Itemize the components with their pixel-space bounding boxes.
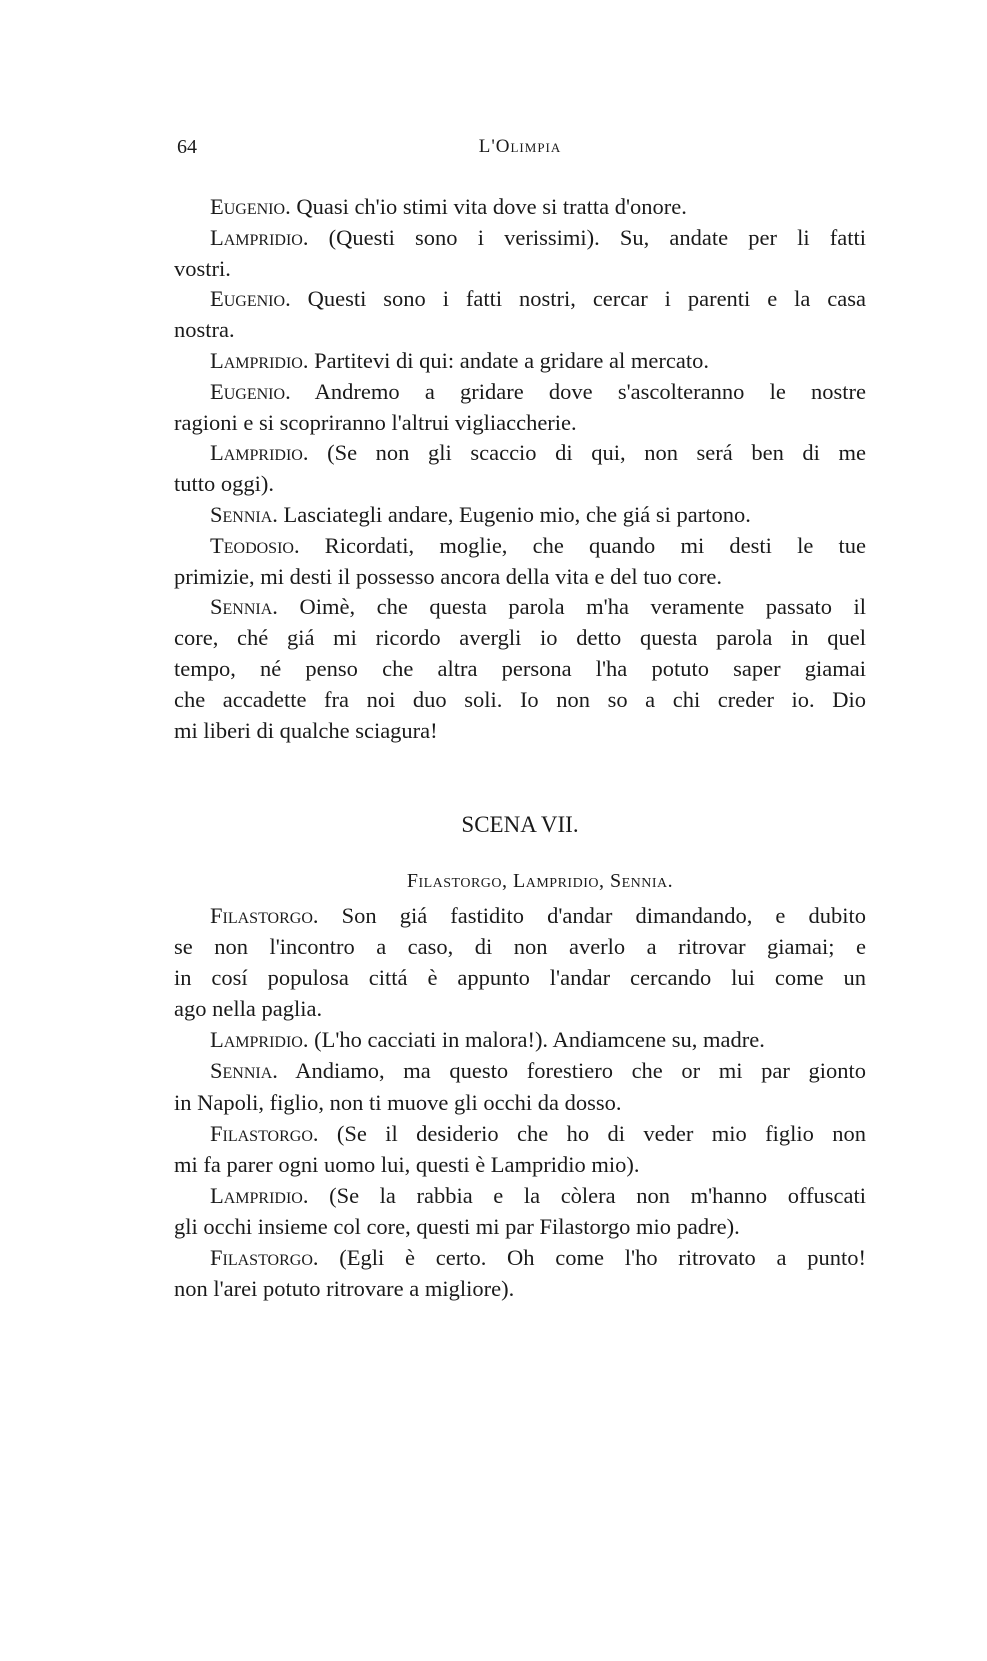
text-line: [174, 931, 866, 962]
speaker-name: Filastorgo.: [210, 1120, 319, 1146]
speech-paragraph: [174, 1055, 866, 1117]
speaker-name: Sennia.: [210, 594, 278, 620]
line-text: Ricordati, moglie, che quando mi desti le tue: [324, 532, 866, 558]
line-text: vostri.: [174, 255, 231, 281]
speaker-name: Lampridio.: [210, 1182, 309, 1208]
text-line: [174, 685, 866, 716]
line-text: primizie, mi desti il possesso ancora della vita e del tuo core.: [174, 563, 722, 589]
line-text: (L'ho cacciati in malora!). Andiamcene su, madre.: [314, 1027, 765, 1053]
speaker-name: Eugenio.: [210, 378, 291, 404]
line-text: in cosí populosa cittá è appunto l'andar cercando lui come un: [174, 965, 866, 991]
speaker-name: Sennia.: [210, 501, 278, 527]
text-line: [174, 623, 866, 654]
line-text: non l'arei potuto ritrovare a migliore).: [174, 1276, 515, 1302]
line-text: tempo, né penso che altra persona l'ha potuto saper giamai: [174, 655, 866, 681]
text-line: [174, 1242, 866, 1273]
text-line: [174, 500, 866, 531]
speech-paragraph: [174, 1118, 866, 1180]
text-line: [174, 223, 866, 254]
speech-paragraph: [174, 531, 866, 593]
line-text: mi liberi di qualche sciagura!: [174, 717, 438, 743]
line-text: Son giá fastidito d'andar dimandando, e dubito: [341, 903, 866, 928]
text-line: [174, 1180, 866, 1211]
speaker-name: Eugenio.: [210, 286, 291, 312]
speech-paragraph: [174, 500, 866, 531]
line-text: (Egli è certo. Oh come l'ho ritrovato a punto!: [339, 1245, 866, 1271]
line-text: (Se il desiderio che ho di veder mio figlio non: [336, 1120, 866, 1146]
line-text: se non l'incontro a caso, di non averlo a ritrovar giamai; e: [174, 934, 866, 960]
speaker-name: Filastorgo.: [210, 903, 319, 928]
text-line: [174, 900, 866, 931]
speech-paragraph: [174, 284, 866, 346]
speech-paragraph: [174, 900, 866, 1024]
speaker-name: Filastorgo.: [210, 1245, 319, 1271]
speaker-name: Lampridio.: [210, 224, 309, 250]
speech-paragraph: [174, 1180, 866, 1242]
line-text: nostra.: [174, 317, 235, 343]
line-text: (Questi sono i verissimi). Su, andate per li fatti: [328, 224, 867, 250]
text-line: [174, 716, 866, 747]
text-line: [174, 531, 866, 562]
speech-paragraph: [174, 592, 866, 746]
text-line: [174, 315, 866, 346]
text-line: [174, 1055, 866, 1086]
line-text: core, ché giá mi ricordo avergli io detto questa parola in quel: [174, 625, 866, 651]
speaker-name: Sennia.: [210, 1058, 278, 1084]
text-line: [174, 438, 866, 469]
speech-paragraph: [174, 346, 866, 377]
scene-characters: Filastorgo, Lampridio, Sennia.: [406, 870, 674, 892]
text-line: [174, 1118, 866, 1149]
text-line: [174, 469, 866, 500]
line-text: mi fa parer ogni uomo lui, questi è Lampridio mio).: [174, 1151, 640, 1177]
speech-paragraph: [174, 438, 866, 500]
line-text: in Napoli, figlio, non ti muove gli occhi da dosso.: [174, 1089, 622, 1115]
line-text: gli occhi insieme col core, questi mi par Filastorgo mio padre).: [174, 1213, 740, 1239]
text-line: [174, 1024, 866, 1055]
text-line: [174, 284, 866, 315]
text-line: [174, 1211, 866, 1242]
line-text: Questi sono i fatti nostri, cercar i parenti e la casa: [307, 286, 867, 312]
text-line: [174, 993, 866, 1024]
line-text: Partitevi di qui: andate a gridare al mercato.: [314, 347, 709, 373]
scene-title: SCENA VII.: [461, 812, 579, 837]
speech-paragraph: [174, 1024, 866, 1055]
text-line: [174, 1087, 866, 1118]
speaker-name: Lampridio.: [210, 1027, 309, 1053]
speech-paragraph: [174, 1242, 866, 1304]
line-text: ragioni e si scopriranno l'altrui vigliaccherie.: [174, 409, 577, 435]
text-line: [174, 192, 866, 223]
text-line: [174, 562, 866, 593]
page-number: 64: [177, 136, 197, 158]
line-text: Oimè, che questa parola m'ha veramente passato il: [299, 594, 866, 620]
running-title: L'Olimpia: [478, 136, 562, 157]
text-line: [174, 377, 866, 408]
text-line: [174, 962, 866, 993]
dialogue-block-1: [174, 192, 866, 746]
speech-paragraph: [174, 223, 866, 285]
text-line: [174, 1273, 866, 1304]
speaker-name: Lampridio.: [210, 347, 309, 373]
speaker-name: Lampridio.: [210, 440, 309, 466]
text-line: [174, 592, 866, 623]
line-text: Andremo a gridare dove s'ascolteranno le nostre: [314, 378, 866, 404]
speaker-name: Teodosio.: [210, 532, 300, 558]
line-text: che accadette fra noi duo soli. Io non so a chi creder io. Dio: [174, 686, 866, 712]
line-text: Lasciategli andare, Eugenio mio, che giá si partono.: [283, 501, 751, 527]
line-text: tutto oggi).: [174, 471, 274, 497]
line-text: (Se la rabbia e la còlera non m'hanno offuscati: [329, 1182, 867, 1208]
speech-paragraph: [174, 377, 866, 439]
text-line: [174, 1149, 866, 1180]
line-text: (Se non gli scaccio di qui, non será ben di me: [327, 440, 866, 466]
text-line: [174, 254, 866, 285]
line-text: ago nella paglia.: [174, 996, 323, 1022]
dialogue-block-2: [174, 900, 866, 1304]
speaker-name: Eugenio.: [210, 194, 291, 219]
line-text: Andiamo, ma questo forestiero che or mi par gionto: [295, 1058, 866, 1084]
text-line: [174, 408, 866, 439]
text-line: [174, 346, 866, 377]
speech-paragraph: [174, 192, 866, 223]
text-line: [174, 654, 866, 685]
line-text: Quasi ch'io stimi vita dove si tratta d'onore.: [296, 194, 687, 219]
